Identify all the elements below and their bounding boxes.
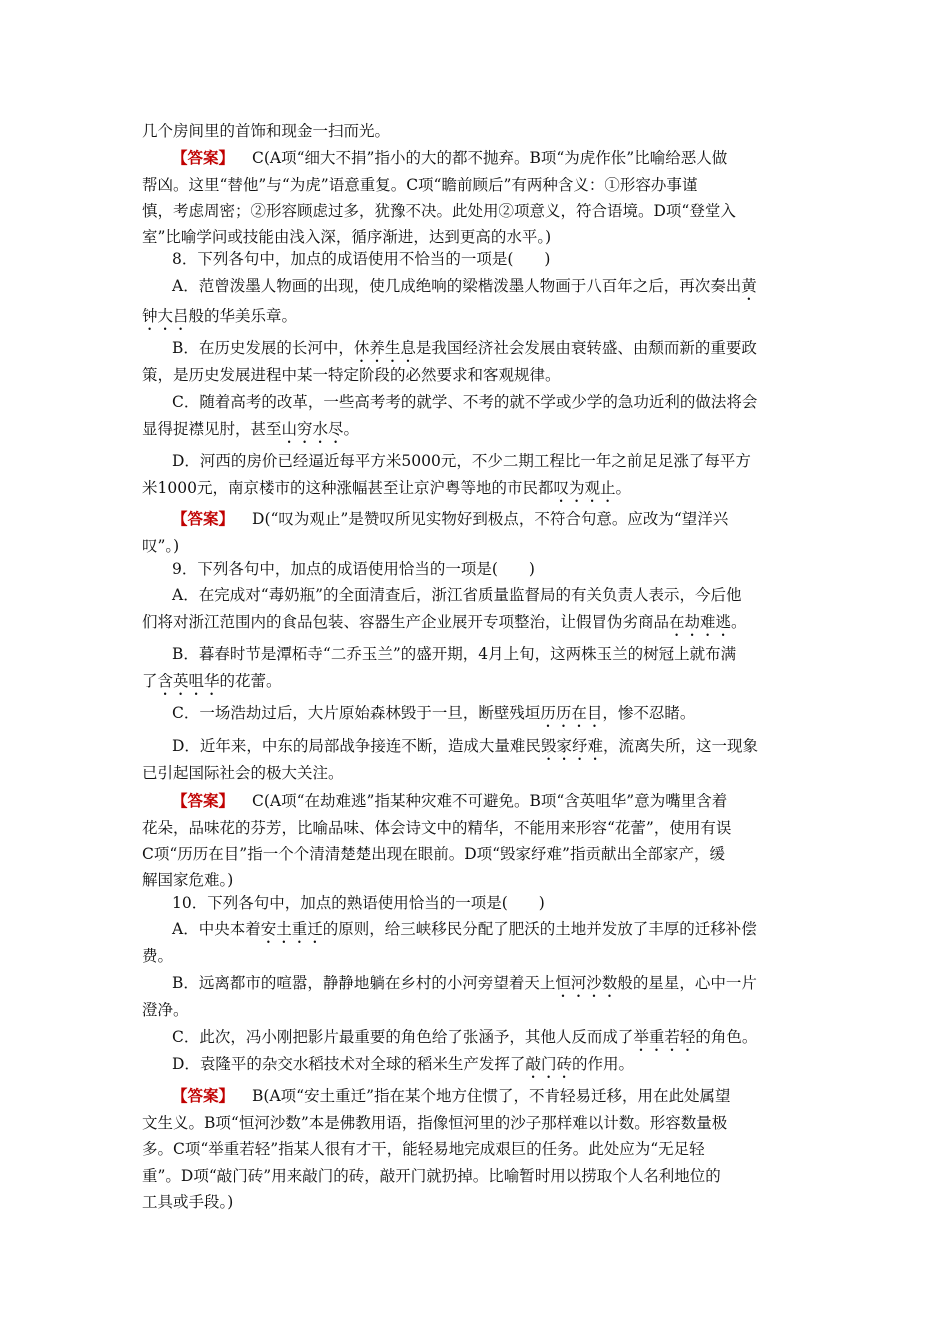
dotted-idiom: 毁家纾难 — [540, 737, 603, 755]
question-8-option-a: A．范曾泼墨人物画的出现，使几成绝响的梁楷泼墨人物画于八百年之后，再次奏出黄 — [172, 277, 757, 295]
text-line: 米1000元，南京楼市的这种涨幅甚至让京沪粤等地的市民都叹为观止。 — [142, 479, 631, 497]
text-line: 工具或手段。) — [142, 1193, 234, 1211]
answer-tag: 【答案】 — [172, 509, 235, 528]
question-9-stem: 9．下列各句中，加点的成语使用恰当的一项是( ) — [172, 560, 535, 578]
answer-tag: 【答案】 — [172, 1086, 235, 1105]
answer-9: 【答案】 C(A项“在劫难逃”指某种灾难不可避免。B项“含英咀华”意为嘴里含着 — [172, 791, 728, 810]
text-line: 室”比喻学问或技能由浅入深，循序渐进，达到更高的水平。) — [142, 228, 552, 246]
dotted-idiom: 黄 — [741, 277, 757, 295]
dotted-idiom: 在劫难逃 — [669, 613, 732, 631]
text-line: C项“历历在目”指一个个清清楚楚出现在眼前。D项“毁家纾难”指贡献出全部家产，缓 — [142, 845, 725, 863]
text-line: 了含英咀华的花蕾。 — [142, 672, 282, 690]
text-line: 叹”。) — [142, 537, 180, 555]
question-9-option-b: B．暮春时节是潭柘寺“二乔玉兰”的盛开期，4月上旬，这两株玉兰的树冠上就布满 — [172, 645, 737, 663]
text-line: 花朵，品味花的芬芳，比喻品味、体会诗文中的精华，不能用来形容“花蕾”，使用有误 — [142, 819, 732, 837]
text-line: 费。 — [142, 947, 174, 965]
dotted-idiom: 钟大吕 — [142, 307, 189, 325]
text-line: 几个房间里的首饰和现金一扫而光。 — [142, 122, 391, 140]
dotted-idiom: 恒河沙数 — [555, 974, 618, 992]
text-line: 帮凶。这里“替他”与“为虎”语意重复。C项“瞻前顾后”有两种含义：①形容办事谨 — [142, 176, 698, 194]
answer-10: 【答案】 B(A项“安土重迁”指在某个地方住惯了，不肯轻易迁移，用在此处属望 — [172, 1086, 731, 1105]
text-line: 已引起国际社会的极大关注。 — [142, 764, 344, 782]
dotted-idiom: 历历在目 — [540, 704, 603, 722]
text-line: 慎，考虑周密；②形容顾虑过多，犹豫不决。此处用②项意义，符合语境。D项“登堂入 — [142, 202, 736, 220]
question-8-option-c: C．随着高考的改革，一些高考考的就学、不考的就不学或少学的急功近利的做法将会 — [172, 393, 758, 411]
question-9-option-a: A．在完成对“毒奶瓶”的全面清查后，浙江省质量监督局的有关负责人表示，今后他 — [172, 586, 742, 604]
answer-8: 【答案】 D(“叹为观止”是赞叹所见实物好到极点，不符合句意。应改为“望洋兴 — [172, 509, 729, 528]
dotted-idiom: 叹为观止 — [553, 479, 616, 497]
dotted-idiom: 含英咀华 — [157, 672, 220, 690]
text-line: 显得捉襟见肘，甚至山穷水尽。 — [142, 420, 360, 438]
text-line: 们将对浙江范围内的食品包装、容器生产企业展开专项整治，让假冒伪劣商品在劫难逃。 — [142, 613, 747, 631]
question-10-option-d: D．袁隆平的杂交水稻技术对全球的稻米生产发挥了敲门砖的作用。 — [172, 1055, 634, 1073]
text-line: 澄净。 — [142, 1001, 189, 1019]
dotted-idiom: 举重若轻 — [633, 1028, 696, 1046]
dotted-idiom: 休养生息 — [353, 339, 416, 357]
dotted-idiom: 山穷水尽 — [281, 420, 344, 438]
dotted-idiom: 安土重迁 — [260, 920, 323, 938]
answer-tag: 【答案】 — [172, 791, 235, 810]
question-8-option-d: D．河西的房价已经逼近每平方米5000元，不少二期工程比一年之前足足涨了每平方 — [172, 452, 751, 470]
question-9-option-c: C．一场浩劫过后，大片原始森林毁于一旦，断壁残垣历历在目，惨不忍睹。 — [172, 704, 696, 722]
text-line: 重”。D项“敲门砖”用来敲门的砖，敲开门就扔掉。比喻暂时用以捞取个人名利地位的 — [142, 1167, 721, 1185]
question-10-option-c: C．此次，冯小刚把影片最重要的角色给了张涵予，其他人反而成了举重若轻的角色。 — [172, 1028, 758, 1046]
question-10-option-a: A．中央本着安土重迁的原则，给三峡移民分配了肥沃的土地并发放了丰厚的迁移补偿 — [172, 920, 757, 938]
question-10-stem: 10．下列各句中，加点的熟语使用恰当的一项是( ) — [172, 894, 545, 912]
question-10-option-b: B．远离都市的喧嚣，静静地躺在乡村的小河旁望着天上恒河沙数般的星星，心中一片 — [172, 974, 757, 992]
text-line: 策，是历史发展进程中某一特定阶段的必然要求和客观规律。 — [142, 366, 561, 384]
dotted-idiom: 敲门砖 — [525, 1055, 572, 1073]
question-8-stem: 8．下列各句中，加点的成语使用不恰当的一项是( ) — [172, 250, 551, 268]
text-line: 钟大吕般的华美乐章。 — [142, 307, 298, 325]
text-line: 文生义。B项“恒河沙数”本是佛教用语，指像恒河里的沙子那样难以计数。形容数量极 — [142, 1114, 728, 1132]
text-line: 解国家危难。) — [142, 871, 234, 889]
answer-7: 【答案】 C(A项“细大不捐”指小的大的都不抛弃。B项“为虎作伥”比喻给恶人做 — [172, 148, 728, 167]
question-9-option-d: D．近年来，中东的局部战争接连不断，造成大量难民毁家纾难，流离失所，这一现象 — [172, 737, 758, 755]
question-8-option-b: B．在历史发展的长河中，休养生息是我国经济社会发展由衰转盛、由颓而新的重要政 — [172, 339, 757, 357]
answer-tag: 【答案】 — [172, 148, 235, 167]
text-line: 多。C项“举重若轻”指某人很有才干，能轻易地完成艰巨的任务。此处应为“无足轻 — [142, 1140, 705, 1158]
